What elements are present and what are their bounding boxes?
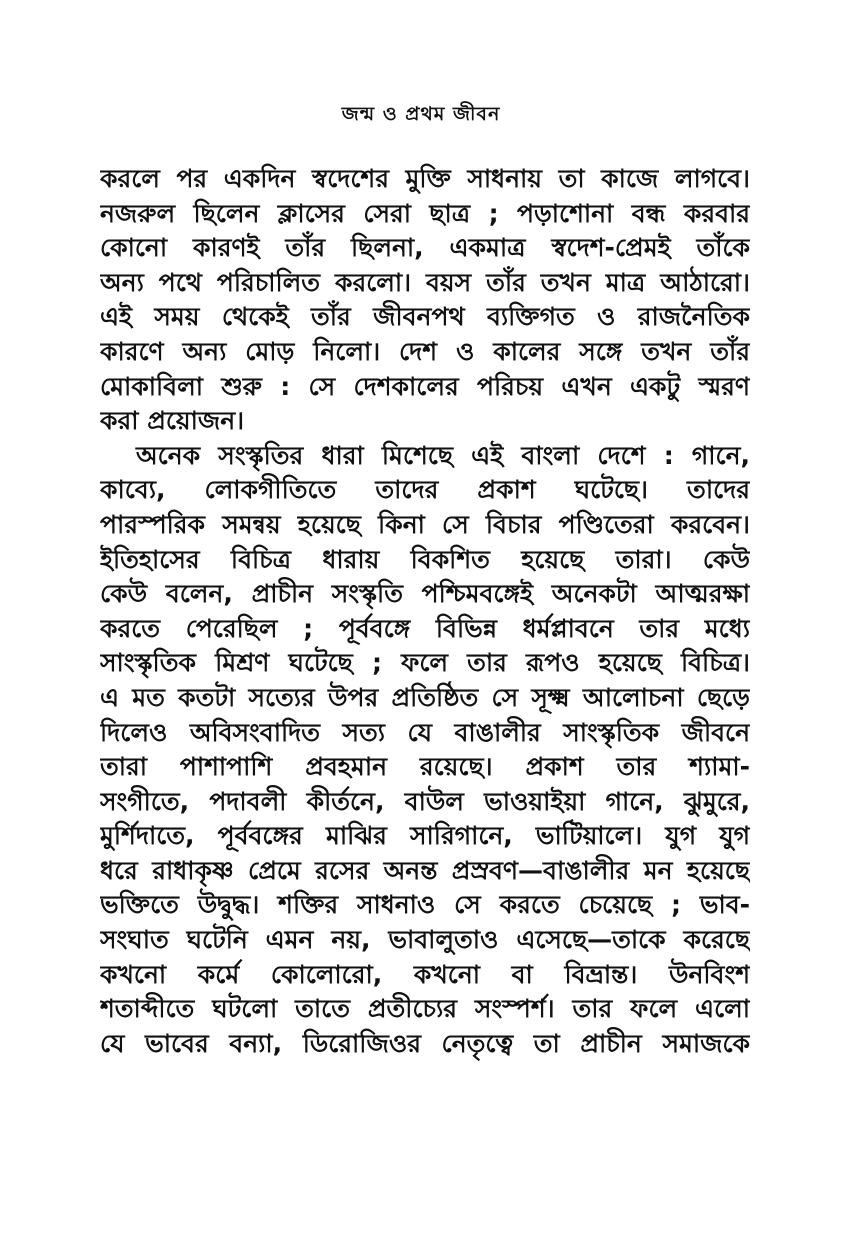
text-line: মুর্শিদাতে, পূর্ববঙ্গের মাঝির সারিগানে, ভাটিয়ালে। যুগ যুগ bbox=[100, 821, 750, 851]
text-line: কাব্যে, লোকগীতিতে তাদের প্রকাশ ঘটেছে। তাদের bbox=[100, 475, 750, 505]
text-line: করতে পেরেছিল ; পূর্ববঙ্গে বিভিন্ন ধর্মপ্লাবনে তার মধ্যে bbox=[100, 613, 750, 643]
body-text bbox=[100, 162, 750, 1061]
text-line: ধরে রাধাকৃষ্ণ প্রেমে রসের অনন্ত প্রস্রবণ—বাঙালীর মন হয়েছে bbox=[100, 855, 750, 885]
text-line: যে ভাবের বন্যা, ডিরোজিওর নেতৃত্বে তা প্রাচীন সমাজকে bbox=[100, 1028, 750, 1058]
text-line: নজরুল ছিলেন ক্লাসের সেরা ছাত্র ; পড়াশোনা বন্ধ করবার bbox=[100, 198, 750, 228]
text-line: সংগীতে, পদাবলী কীর্তনে, বাউল ভাওয়াইয়া গানে, ঝুমুরে, bbox=[100, 786, 750, 816]
text-line: এই সময় থেকেই তাঁর জীবনপথ ব্যক্তিগত ও রাজনৈতিক bbox=[100, 302, 750, 332]
text-line: কখনো কর্মে কোলোরো, কখনো বা বিভ্রান্ত। উনবিংশ bbox=[100, 959, 750, 989]
text-line: এ মত কতটা সত্যের উপর প্রতিষ্ঠিত সে সূক্ষ্ম আলোচনা ছেড়ে bbox=[100, 682, 750, 712]
text-line: অন্য পথে পরিচালিত করলো। বয়স তাঁর তখন মাত্র আঠারো। bbox=[100, 267, 750, 297]
text-line: কোনো কারণই তাঁর ছিলনা, একমাত্র স্বদেশ-প্রেমই তাঁকে bbox=[100, 233, 750, 263]
text-line: শতাব্দীতে ঘটলো তাতে প্রতীচ্যের সংস্পর্শ। তার ফলে এলো bbox=[100, 994, 750, 1024]
text-line: কারণে অন্য মোড় নিলো। দেশ ও কালের সঙ্গে তখন তাঁর bbox=[100, 336, 750, 366]
text-line: মোকাবিলা শুরু : সে দেশকালের পরিচয় এখন একটু স্মরণ bbox=[100, 371, 750, 401]
text-line: সাংস্কৃতিক মিশ্রণ ঘটেছে ; ফলে তার রূপও হয়েছে বিচিত্র। bbox=[100, 648, 750, 678]
text-line: করলে পর একদিন স্বদেশের মুক্তি সাধনায় তা কাজে লাগবে। bbox=[100, 164, 750, 193]
text-line: ভক্তিতে উদ্বুদ্ধ। শক্তির সাধনাও সে করতে চেয়েছে ; ভাব- bbox=[100, 890, 750, 920]
text-line: কেউ বলেন, প্রাচীন সংস্কৃতি পশ্চিমবঙ্গেই অনেকটা আত্মরক্ষা bbox=[100, 579, 750, 609]
text-line: সংঘাত ঘটেনি এমন নয়, ভাবালুতাও এসেছে—তাকে করেছে bbox=[100, 925, 750, 955]
text-line: পারস্পরিক সমন্বয় হয়েছে কিনা সে বিচার পণ্ডিতেরা করবেন। bbox=[100, 509, 750, 539]
text-line: তারা পাশাপাশি প্রবহমান রয়েছে। প্রকাশ তার শ্যামা- bbox=[100, 752, 750, 782]
text-line: অনেক সংস্কৃতির ধারা মিশেছে এই বাংলা দেশে : গানে, bbox=[136, 440, 750, 470]
text-line: ইতিহাসের বিচিত্র ধারায় বিকশিত হয়েছে তারা। কেউ bbox=[100, 544, 750, 574]
text-line: দিলেও অবিসংবাদিত সত্য যে বাঙালীর সাংস্কৃতিক জীবনে bbox=[100, 717, 750, 747]
text-line: করা প্রয়োজন। bbox=[100, 406, 245, 436]
running-head: জন্ম ও প্রথম জীবন bbox=[341, 103, 501, 125]
